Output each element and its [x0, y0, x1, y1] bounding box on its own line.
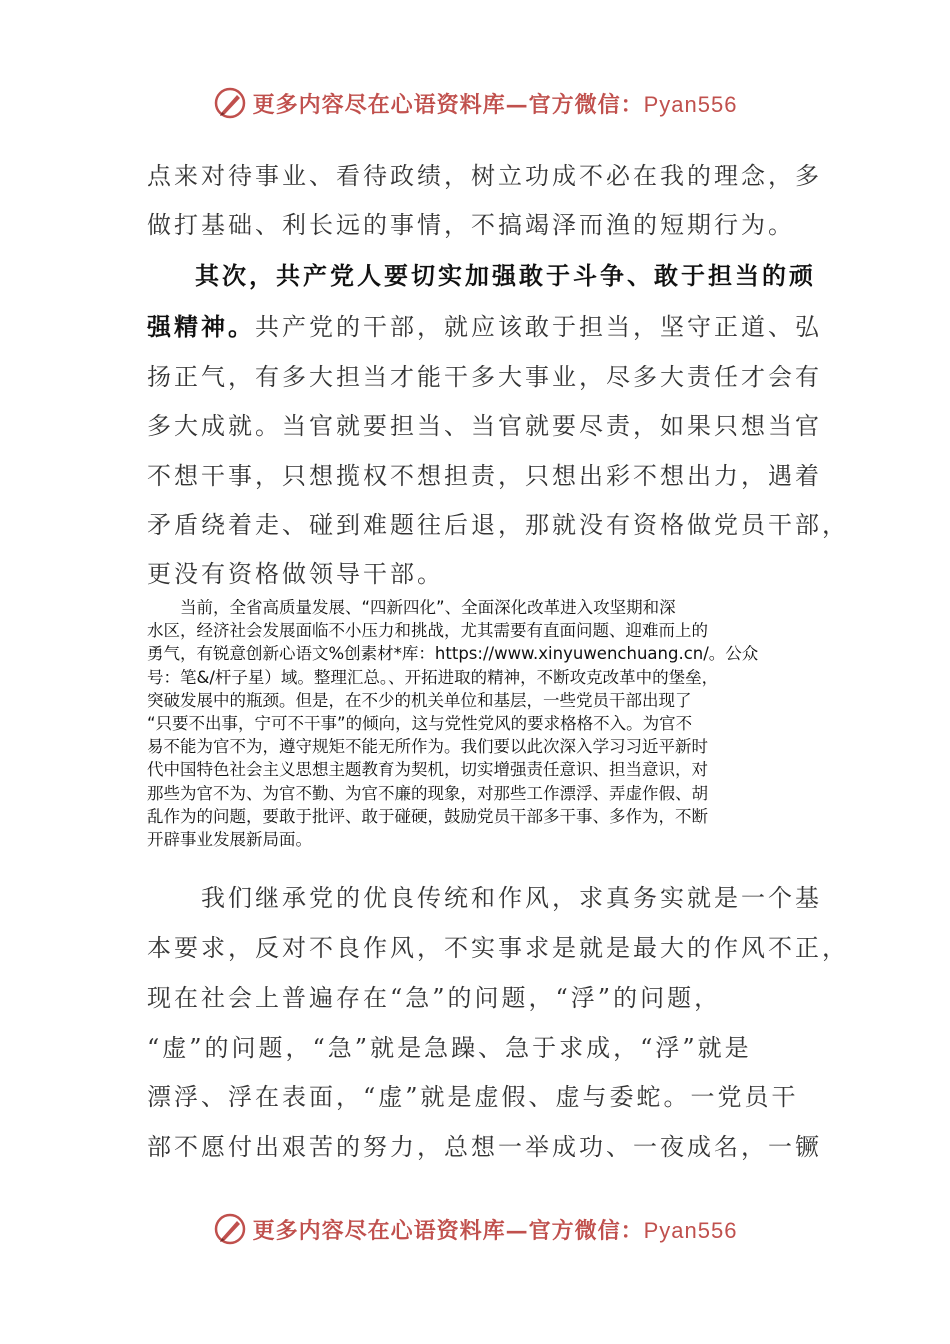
text-line: 当前，全省高质量发展、“四新四化”、全面深化改革进入攻坚期和深: [147, 598, 676, 617]
text-line: 开辟事业发展新局面。: [147, 830, 312, 850]
text-line: 突破发展中的瓶颈。但是，在不少的机关单位和基层，一些党员干部出现了: [147, 690, 692, 710]
text-line: 水区，经济社会发展面临不小压力和挑战，尤其需要有直面问题、迎难而上的: [147, 621, 708, 641]
banner-label: 更多内容尽在心语资料库—官方微信：: [252, 1217, 644, 1244]
inserted-small-paragraph: [147, 596, 807, 851]
text-line: “虚”的问题，“急”就是急躁、急于求成，“浮”就是: [147, 1034, 752, 1062]
text-run: 共产党的干部，就应该敢于担当，坚守正道、弘: [255, 313, 822, 341]
text-line: 漂浮、浮在表面，“虚”就是虚假、虚与委蛇。一党员干: [147, 1083, 799, 1111]
pen-logo-icon: [213, 1212, 247, 1246]
pen-logo-icon: [213, 86, 247, 120]
banner-label: 更多内容尽在心语资料库—官方微信：: [252, 91, 644, 118]
text-line: 乱作为的问题，要敢于批评、敢于碰硬，鼓励党员干部多干事、多作为，不断: [147, 806, 708, 826]
text-line: [147, 307, 822, 342]
text-line: 扬正气，有多大担当才能干多大事业，尽多大责任才会有: [147, 363, 822, 391]
text-line: 多大成就。当官就要担当、当官就要尽责，如果只想当官: [147, 412, 822, 440]
banner-text: [253, 88, 738, 119]
text-line: 矛盾绕着走、碰到难题往后退，那就没有资格做党员干部，: [147, 511, 849, 539]
text-line: 点来对待事业、看待政绩，树立功成不必在我的理念，多: [147, 162, 822, 190]
text-line: 本要求，反对不良作风，不实事求是就是最大的作风不正，: [147, 934, 849, 962]
header-banner: [0, 86, 950, 120]
text-line: 现在社会上普遍存在“急”的问题，“浮”的问题，: [147, 984, 722, 1012]
text-line: “只要不出事，宁可不干事”的倾向，这与党性党风的要求格格不入。为官不: [147, 714, 693, 734]
text-line: 号：笔&/杆子星）域。整理汇总。、开拓进取的精神，不断攻克改革中的堡垒，: [147, 667, 719, 687]
text-line: 勇气，有锐意创新心语文%创素材*库：https://www.xinyuwenchuang.cn/。公众: [147, 644, 759, 664]
text-line: 更没有资格做领导干部。: [147, 560, 444, 588]
text-line: 易不能为官不为，遵守规矩不能无所作为。我们要以此次深入学习习近平新时: [147, 737, 708, 757]
text-line: 不想干事，只想揽权不想担责，只想出彩不想出力，遇着: [147, 462, 822, 490]
text-line: 代中国特色社会主义思想主题教育为契机，切实增强责任意识、担当意识，对: [147, 760, 708, 780]
text-line: 部不愿付出艰苦的努力，总想一举成功、一夜成名，一镢: [147, 1133, 822, 1161]
banner-text: [253, 1214, 738, 1245]
section-heading-end: 强精神。: [147, 312, 255, 341]
banner-wechat-id: Pyan556: [643, 1217, 738, 1243]
text-line: 我们继承党的优良传统和作风，求真务实就是一个基: [147, 884, 822, 912]
section-heading: 其次，共产党人要切实加强敢于斗争、敢于担当的顽: [195, 261, 816, 290]
footer-banner: [0, 1212, 950, 1246]
text-line: 那些为官不为、为官不勤、为官不廉的现象，对那些工作漂浮、弄虚作假、胡: [147, 783, 708, 803]
text-line: 做打基础、利长远的事情，不搞竭泽而渔的短期行为。: [147, 211, 795, 239]
banner-wechat-id: Pyan556: [643, 91, 738, 117]
